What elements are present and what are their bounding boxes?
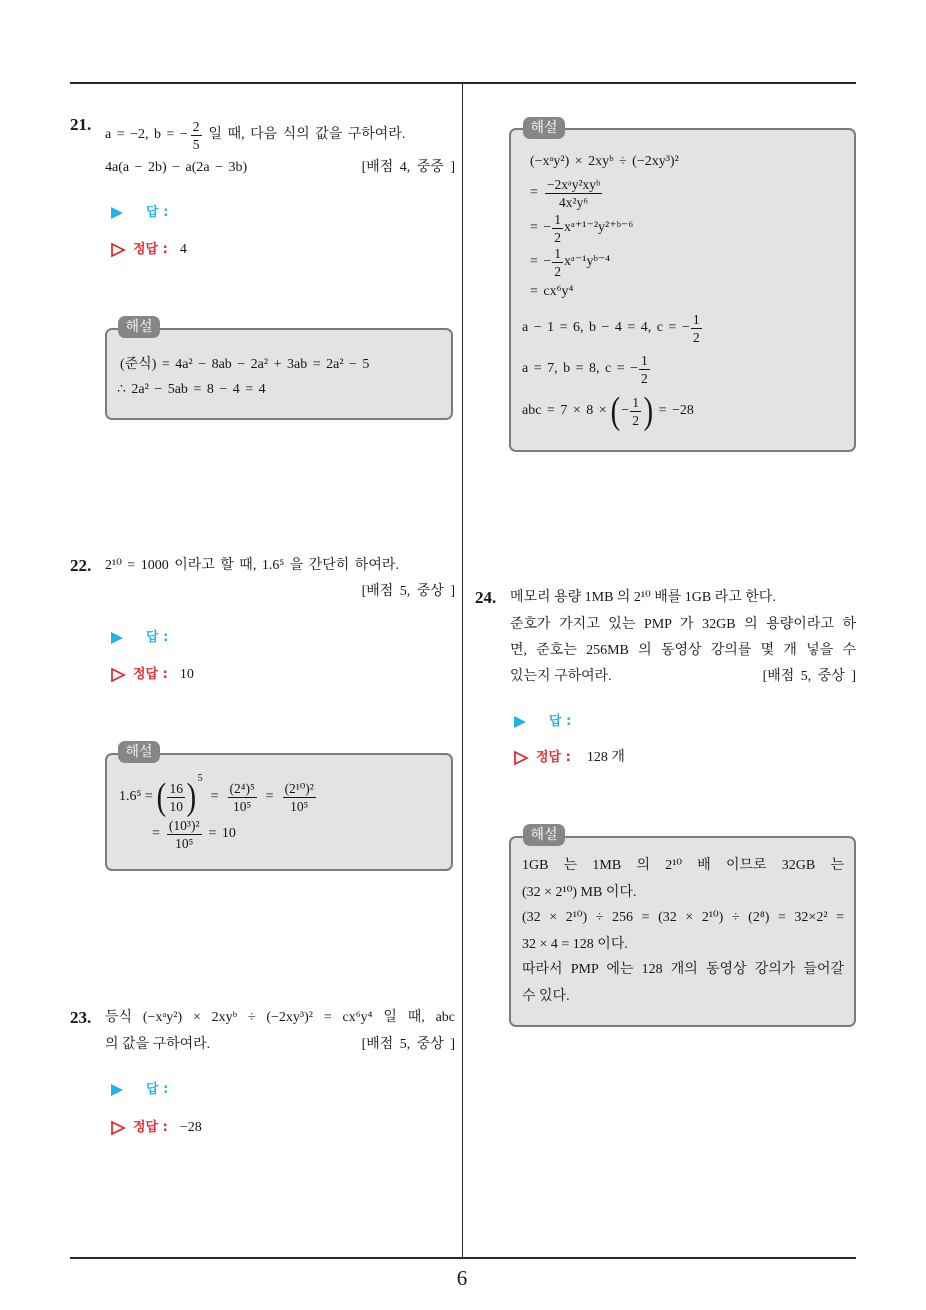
problem-number: 22.	[70, 556, 92, 575]
question-text: 의 값을 구하여라.	[105, 1037, 211, 1052]
outline-triangle-icon	[110, 667, 126, 683]
correct-answer-label: 정답 :	[133, 1120, 168, 1135]
solution-line: = cx⁶y⁴	[530, 284, 574, 299]
solution-tab: 해설	[118, 316, 160, 338]
answer-row	[513, 712, 571, 732]
solution-line: 32 × 4 = 128 이다.	[522, 937, 628, 952]
fraction	[691, 312, 702, 345]
problem-number: 24.	[475, 588, 497, 607]
equals-sign: =	[265, 789, 274, 804]
solution-line: 따라서 PMP 에는 128 개의 동영상 강의가 들어갈	[522, 962, 844, 977]
question-text: 2¹⁰ = 1000 이라고 할 때, 1.6⁵ 을 간단히 하여라.	[105, 558, 399, 573]
question-text: 있는지 구하여라.	[510, 669, 612, 684]
question-line	[510, 667, 856, 687]
outline-triangle-icon	[110, 242, 126, 258]
fraction	[630, 395, 641, 428]
correct-answer-label: 정답 :	[536, 750, 571, 765]
left-paren: (	[610, 390, 620, 432]
right-paren: )	[643, 390, 654, 432]
expression-line	[105, 158, 455, 178]
equals-sign: =	[530, 185, 538, 200]
equals-sign: = −	[530, 220, 552, 235]
answer-label: 답 :	[146, 630, 169, 645]
solution-line: 수 있다.	[522, 989, 570, 1004]
equals-sign: = −	[530, 254, 552, 269]
solution-line	[119, 773, 319, 821]
solution-math: a − 1 = 6, b − 4 = 4, c = −	[522, 320, 690, 335]
solution-result: = −28	[658, 403, 694, 418]
correct-answer-value: 4	[179, 242, 187, 257]
solution-math: a = 7, b = 8, c = −	[522, 361, 639, 376]
solution-line: 1GB 는 1MB 의 2¹⁰ 배 이므로 32GB 는	[522, 858, 844, 873]
bottom-rule	[70, 1257, 856, 1259]
page-number: 6	[456, 1266, 468, 1290]
fraction-numerator: (2⁴)⁵	[229, 780, 255, 796]
fraction	[283, 781, 316, 814]
answer-label: 답 :	[146, 1082, 169, 1097]
solution-line	[522, 310, 703, 346]
fraction	[639, 353, 650, 386]
exponent: 5	[197, 773, 203, 784]
solution-math: xᵃ⁻¹yᵇ⁻⁴	[564, 254, 611, 269]
problem-number: 23.	[70, 1008, 92, 1027]
points-badge: [배점 4, 중중 ]	[361, 160, 455, 175]
solution-math: abc = 7 × 8 ×	[522, 403, 607, 418]
fraction	[167, 818, 202, 851]
filled-triangle-icon	[513, 715, 527, 729]
solution-line	[152, 816, 236, 852]
answer-row	[110, 1080, 168, 1100]
question-line: 메모리 용량 1MB 의 2¹⁰ 배를 1GB 라고 한다.	[510, 590, 776, 605]
fraction-numerator: 1	[554, 211, 562, 227]
equals-sign: =	[152, 826, 160, 841]
solution-line	[530, 246, 610, 278]
fraction-denominator: 2	[554, 263, 562, 279]
answer-label: 답 :	[146, 205, 169, 220]
correct-answer-value: 128 개	[586, 750, 625, 765]
fraction-denominator: 2	[641, 370, 648, 386]
solution-tab: 해설	[118, 741, 160, 763]
fraction-denominator: 10⁵	[175, 835, 194, 851]
solution-math: 1.6⁵ =	[119, 789, 153, 804]
points-badge: [배점 5, 중상 ]	[361, 584, 455, 599]
fraction-numerator: 1	[692, 311, 700, 327]
solution-line: (준식) = 4a² − 8ab − 2a² + 3ab = 2a² − 5	[120, 357, 370, 372]
solution-math: xᵃ⁺¹⁻²y²⁺ᵇ⁻⁶	[564, 220, 634, 235]
fraction-numerator: 1	[554, 245, 562, 261]
correct-answer-row	[110, 240, 187, 260]
question-text: 일 때, 다음 식의 값을 구하여라.	[208, 127, 406, 142]
answer-row	[110, 203, 168, 223]
question-line: 준호가 가지고 있는 PMP 가 32GB 의 용량이라고 하	[510, 617, 856, 632]
solution-tab: 해설	[523, 117, 565, 139]
correct-answer-label: 정답 :	[133, 242, 168, 257]
fraction-denominator: 10	[169, 798, 183, 814]
solution-line: ∴ 2a² − 5ab = 8 − 4 = 4	[117, 382, 266, 397]
fraction-denominator: 2	[692, 329, 700, 345]
points-badge: [배점 5, 중상 ]	[361, 1037, 455, 1052]
solution-line: (32 × 2¹⁰) MB 이다.	[522, 885, 637, 900]
correct-answer-row	[110, 1118, 202, 1138]
solution-line: (−xᵃy²) × 2xyᵇ ÷ (−2xy³)²	[530, 154, 679, 169]
question-line	[105, 116, 405, 154]
fraction	[552, 212, 563, 245]
fraction	[552, 246, 563, 279]
fraction-denominator: 10⁵	[232, 798, 252, 814]
fraction-denominator: 2	[554, 229, 562, 245]
filled-triangle-icon	[110, 1083, 124, 1097]
solution-line	[522, 351, 651, 387]
correct-answer-value: −28	[179, 1120, 202, 1135]
outline-triangle-icon	[513, 750, 529, 766]
solution-line	[522, 390, 694, 432]
fraction-numerator: 2	[192, 118, 200, 134]
outline-triangle-icon	[110, 1120, 126, 1136]
fraction	[191, 119, 202, 152]
solution-line	[530, 176, 605, 210]
question-line	[105, 1035, 455, 1055]
equals-sign: =	[210, 789, 219, 804]
fraction	[545, 177, 602, 210]
fraction-numerator: (10³)²	[168, 817, 200, 833]
left-paren: (	[156, 776, 166, 818]
answer-label: 답 :	[549, 714, 572, 729]
correct-answer-value: 10	[179, 667, 194, 682]
solution-result: = 10	[208, 826, 236, 841]
fraction-numerator: (2¹⁰)²	[284, 780, 314, 796]
fraction-numerator: 16	[169, 780, 183, 796]
correct-answer-label: 정답 :	[133, 667, 168, 682]
solution-line	[530, 212, 633, 244]
fraction-denominator: 4x²y⁶	[559, 194, 589, 210]
answer-row	[110, 628, 168, 648]
correct-answer-row	[513, 748, 625, 768]
minus-sign: −	[621, 403, 630, 418]
fraction-denominator: 10⁵	[290, 798, 309, 814]
filled-triangle-icon	[110, 206, 124, 220]
column-divider	[462, 83, 463, 1258]
solution-line: (32 × 2¹⁰) ÷ 256 = (32 × 2¹⁰) ÷ (2⁸) = 32×2² =	[522, 910, 844, 925]
question-line: 면, 준호는 256MB 의 동영상 강의를 몇 개 넣을 수	[510, 643, 856, 658]
fraction-numerator: 1	[632, 394, 639, 410]
problem-number: 21.	[70, 115, 92, 134]
fraction-numerator: −2xᵃy²xyᵇ	[546, 176, 601, 192]
right-paren: )	[186, 776, 197, 818]
points-badge: [배점 5, 중상 ]	[762, 669, 856, 684]
question-expression: 4a(a − 2b) − a(2a − 3b)	[105, 160, 248, 175]
fraction-denominator: 5	[192, 136, 200, 152]
fraction	[228, 781, 257, 814]
fraction-denominator: 2	[632, 412, 639, 428]
filled-triangle-icon	[110, 631, 124, 645]
solution-tab: 해설	[523, 824, 565, 846]
fraction-numerator: 1	[641, 352, 648, 368]
correct-answer-row	[110, 665, 194, 685]
fraction	[167, 781, 185, 814]
question-line: 등식 (−xᵃy²) × 2xyᵇ ÷ (−2xy³)² = cx⁶y⁴ 일 때, abc	[105, 1010, 455, 1025]
top-rule	[70, 82, 856, 84]
question-math: a = −2, b = −	[105, 127, 188, 142]
